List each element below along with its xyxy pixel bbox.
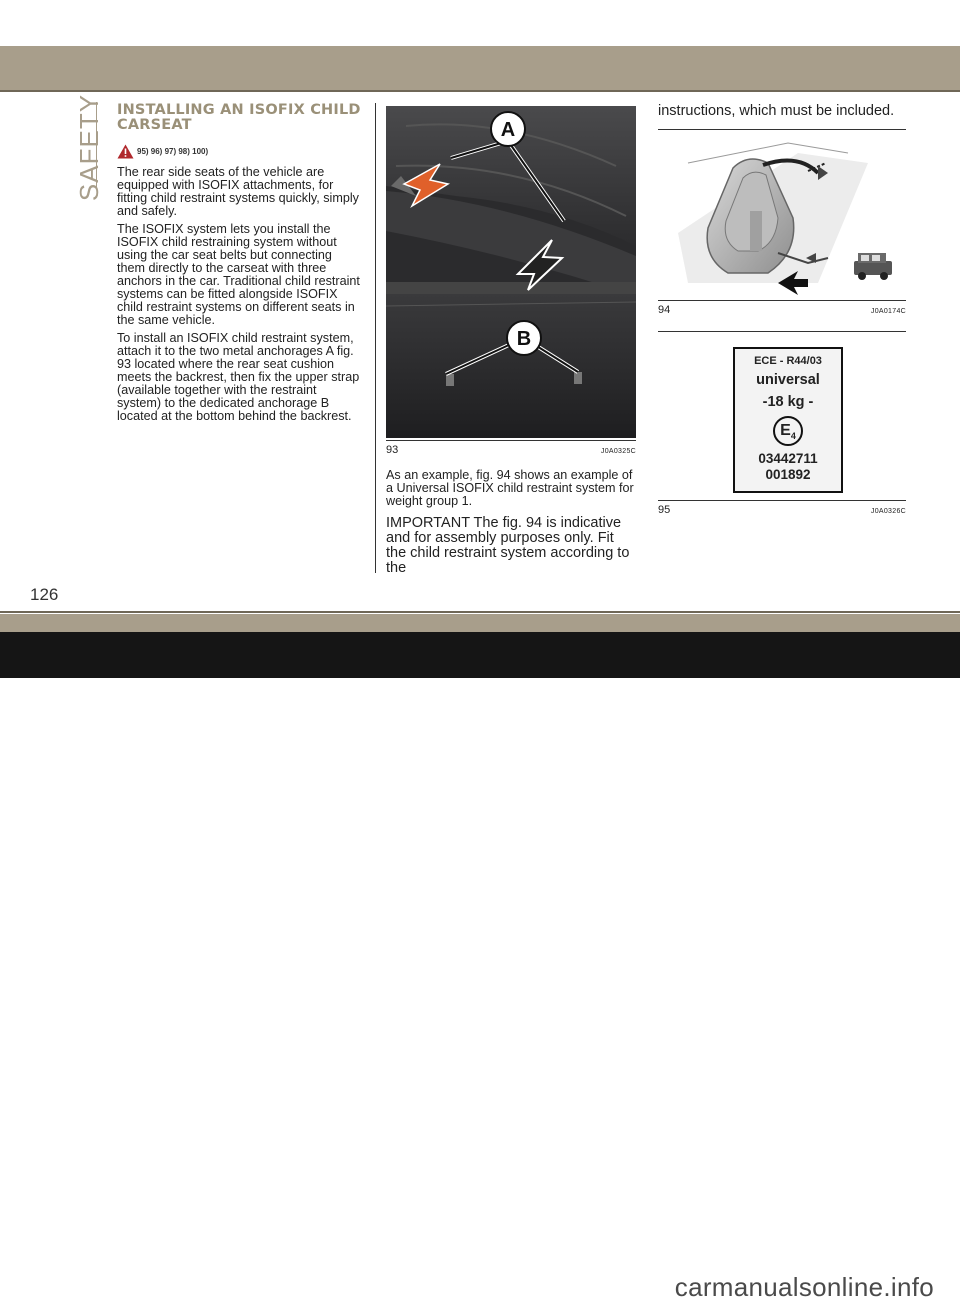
column-divider: [375, 103, 376, 573]
paragraph-continued: instructions, which must be included.: [658, 103, 895, 119]
bottom-band-line: [0, 611, 960, 613]
figure-94-caption: [658, 304, 906, 316]
label-category: universal: [756, 372, 820, 388]
warning-references: 95) 96) 97) 98) 100): [137, 146, 209, 156]
figure-rule: [386, 440, 636, 441]
footer-bar: [0, 632, 960, 1302]
section-heading: INSTALLING AN ISOFIX CHILD CARSEAT: [117, 102, 361, 133]
figure-rule: [658, 331, 906, 332]
section-tab: [66, 93, 105, 202]
e-mark-letter: E: [780, 422, 791, 439]
figure-rule: [658, 300, 906, 301]
figure-93-label-b: B: [516, 328, 532, 350]
column-3: [658, 103, 906, 516]
watermark-text: carmanualsonline.info: [674, 1272, 934, 1302]
section-label: SAFETY: [74, 93, 105, 202]
figure-rule: [658, 500, 906, 501]
warning-row: [117, 141, 363, 161]
figure-95-label: [658, 335, 906, 498]
vehicle-icon: [854, 253, 892, 280]
label-approval-number: 03442711: [758, 451, 818, 466]
warning-icon: [117, 144, 134, 159]
figure-number: 95: [658, 504, 671, 516]
figure-94-illustration: [658, 133, 906, 298]
column-1: [117, 103, 363, 428]
figure-93-caption: [386, 444, 636, 456]
label-regulation: ECE - R44/03: [754, 355, 822, 367]
paragraph: To install an ISOFIX child restraint system, attach it to the two metal anchorages A fig. 93 located where the rear seat cushion meets the backrest, then fix the upper strap (available together with the restraint system) to the dedicated anchorage B located at the bottom behind the backrest.: [117, 331, 360, 423]
figure-93-label-a: A: [500, 119, 516, 141]
paragraph: The rear side seats of the vehicle are equipped with ISOFIX attachments, for fitting child restraint systems quickly, simply and safely.: [117, 165, 359, 218]
figure-rule: [658, 129, 906, 130]
figure-93-photo: [386, 106, 636, 438]
label-serial-number: 001892: [765, 467, 811, 482]
figure-number: 94: [658, 304, 671, 316]
top-band: [0, 46, 960, 90]
column-2: [386, 106, 637, 576]
figure-code: J0A0326C: [870, 508, 906, 515]
e-mark-number: 4: [790, 431, 796, 442]
bottom-band: [0, 614, 960, 632]
homologation-label: [733, 347, 843, 493]
child-seat-illustration: [658, 133, 906, 298]
paragraph: The ISOFIX system lets you install the ISOFIX child restraining system without using the car seat belts but connecting them directly to the carseat with three anchors in the car. Traditional child restraint systems can be fitted alongside ISOFIX child restraint systems on different seats in the same vehicle.: [117, 222, 360, 327]
e-mark-icon: [773, 416, 803, 446]
isofix-anchorage-photo: [386, 106, 636, 438]
top-band-line: [0, 90, 960, 92]
page-number: 126: [30, 585, 59, 604]
paragraph: As an example, fig. 94 shows an example of a Universal ISOFIX child restraint system for weight group 1.: [386, 468, 634, 508]
label-weight: -18 kg -: [762, 394, 814, 410]
figure-code: J0A0325C: [600, 448, 636, 455]
paragraph-important: IMPORTANT The fig. 94 is indicative and for assembly purposes only. Fit the child restraint system according to the: [386, 515, 630, 576]
figure-95-caption: [658, 504, 906, 516]
figure-code: J0A0174C: [870, 308, 906, 315]
figure-number: 93: [386, 444, 399, 456]
